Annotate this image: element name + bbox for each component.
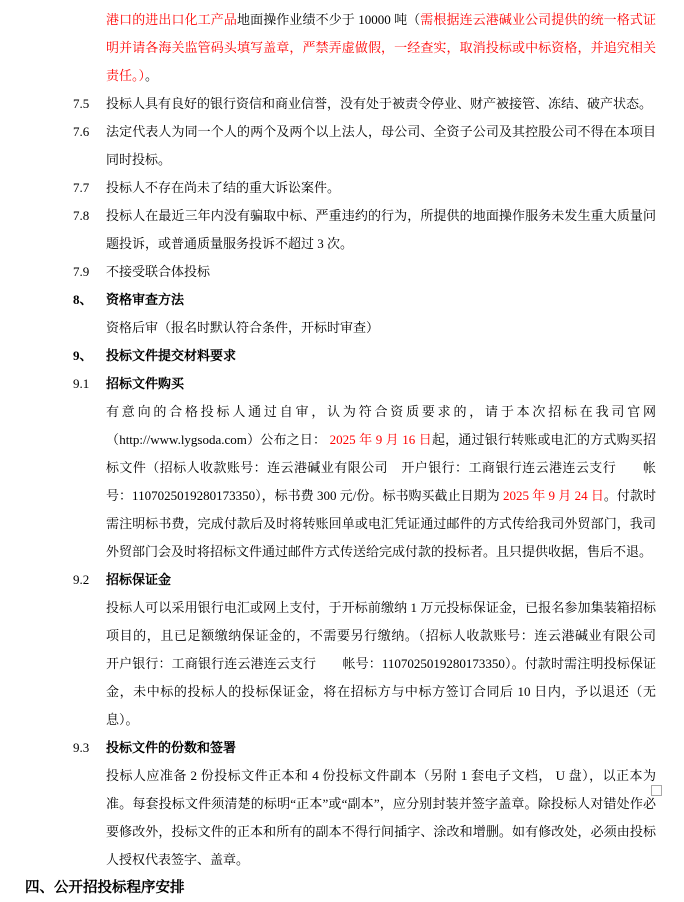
section-9-1-text	[106, 398, 656, 566]
section-title: 投标文件的份数和签署	[106, 740, 237, 755]
section-8-heading	[73, 286, 656, 314]
item-number: 7.9	[73, 264, 90, 279]
list-item-7-7	[73, 174, 656, 202]
intro-seg-black-2: 。	[145, 68, 159, 83]
item-number: 7.5	[73, 96, 90, 111]
intro-seg-red-1: 港口的进出口化工产品	[106, 12, 237, 27]
item-text: 法定代表人为同一个人的两个及两个以上法人，母公司、全资子公司及其控股公司不得在本项目同时投标。	[106, 124, 656, 167]
item-number: 7.6	[73, 124, 90, 139]
section-9-1-heading	[73, 370, 656, 398]
item-number: 7.8	[73, 208, 90, 223]
intro-seg-red-2: 需根据连云港碱业公司提供的统一格式证明并请各海关监管码头填写盖章，严禁弄虚做假，一经查实，取消投标或中标资格，并追究相关责任。）	[106, 12, 656, 83]
section-number: 9.2	[73, 572, 90, 587]
list-item-7-9	[73, 258, 656, 286]
section-number: 9.3	[73, 740, 90, 755]
deadline-start-date: 2025 年 9 月 16 日	[329, 432, 432, 447]
section-number: 9、	[73, 348, 93, 363]
seg-black-1: 有意向的合格投标人通过自审，认为符合资质要求的，请于本次招标在我司官网（http://www.lygsoda.com）公布之日：	[106, 404, 656, 447]
section-title: 招标文件购买	[106, 376, 185, 391]
deadline-end-date: 2025 年 9 月 24 日	[502, 488, 604, 503]
section-9-3-text: 投标人应准备 2 份投标文件正本和 4 份投标文件副本（另附 1 套电子文档， U 盘），以正本为准。每套投标文件须清楚的标明“正本”或“副本”，应分别封装并签字盖章。除投标人对错处作必要修改外，投标文件的正本和所有的副本不得行间插字、涂改和增删。如有修改处，必须由投标人授权代表签字、盖章。	[106, 768, 656, 867]
section-number: 四、	[25, 880, 54, 896]
section-9-2-text: 投标人可以采用银行电汇或网上支付，于开标前缴纳 1 万元投标保证金，已报名参加集装箱招标项目的，且已足额缴纳保证金的，不需要另行缴纳。（招标人收款账号：连云港碱业有限公司 开户银行：工商银行连云港连云支行 帐号：1107025019280173350）。付款时需注明投标保证金，未中标的投标人的投标保证金，将在招标方与中标方签订合同后 10 日内，予以退还（无息）。	[106, 600, 670, 727]
intro-seg-black-1: 地面操作业绩不少于 10000 吨（	[237, 12, 421, 27]
item-text: 不接受联合体投标	[106, 264, 211, 279]
section-title: 资格审查方法	[106, 292, 185, 307]
item-number: 7.7	[73, 180, 90, 195]
section-title: 投标文件提交材料要求	[106, 348, 237, 363]
item-text: 投标人具有良好的银行资信和商业信誉，没有处于被责令停业、财产被接管、冻结、破产状态。	[106, 96, 653, 111]
section-9-2-body	[73, 594, 670, 734]
item-text: 投标人不存在尚未了结的重大诉讼案件。	[106, 180, 341, 195]
section-title: 公开招投标程序安排	[54, 880, 185, 896]
intro-text	[106, 6, 656, 90]
section-9-1-body	[73, 398, 656, 566]
list-item-7-5	[73, 90, 656, 118]
item-text: 投标人在最近三年内没有骗取中标、严重违约的行为，所提供的地面操作服务未发生重大质量问题投诉，或普通质量服务投诉不超过 3 次。	[106, 208, 656, 251]
seg-black-2: 起，通过银行转账或电汇的方式购买招标文件（招标人收款账号：连云港碱业有限公司 开户银行：工商银行连云港连云支行 帐号：1107025019280173350），标书费 300 元/份。标书购买截止日期为	[106, 432, 656, 503]
section-9-heading	[73, 342, 656, 370]
anchor-marker-square	[651, 785, 662, 796]
section-number: 8、	[73, 292, 93, 307]
section-9-3-body	[73, 762, 656, 874]
section-number: 9.1	[73, 376, 90, 391]
list-item-7-6	[73, 118, 656, 174]
intro-paragraph	[73, 6, 656, 90]
section-title: 招标保证金	[106, 572, 172, 587]
section-9-3-heading	[73, 734, 656, 762]
list-item-7-8	[73, 202, 656, 258]
section-8-body	[73, 314, 656, 342]
section-9-2-heading	[73, 566, 656, 594]
section-8-text: 资格后审（报名时默认符合条件，开标时审查）	[106, 320, 380, 335]
seg-black-3: 。付款时需注明标书费，完成付款后及时将转账回单或电汇凭证通过邮件的方式传给我司外贸部门，我司外贸部门会及时将招标文件通过邮件方式传送给完成付款的投标者。且只提供收据，售后不退。	[106, 488, 656, 559]
section-4-heading	[12, 874, 656, 902]
